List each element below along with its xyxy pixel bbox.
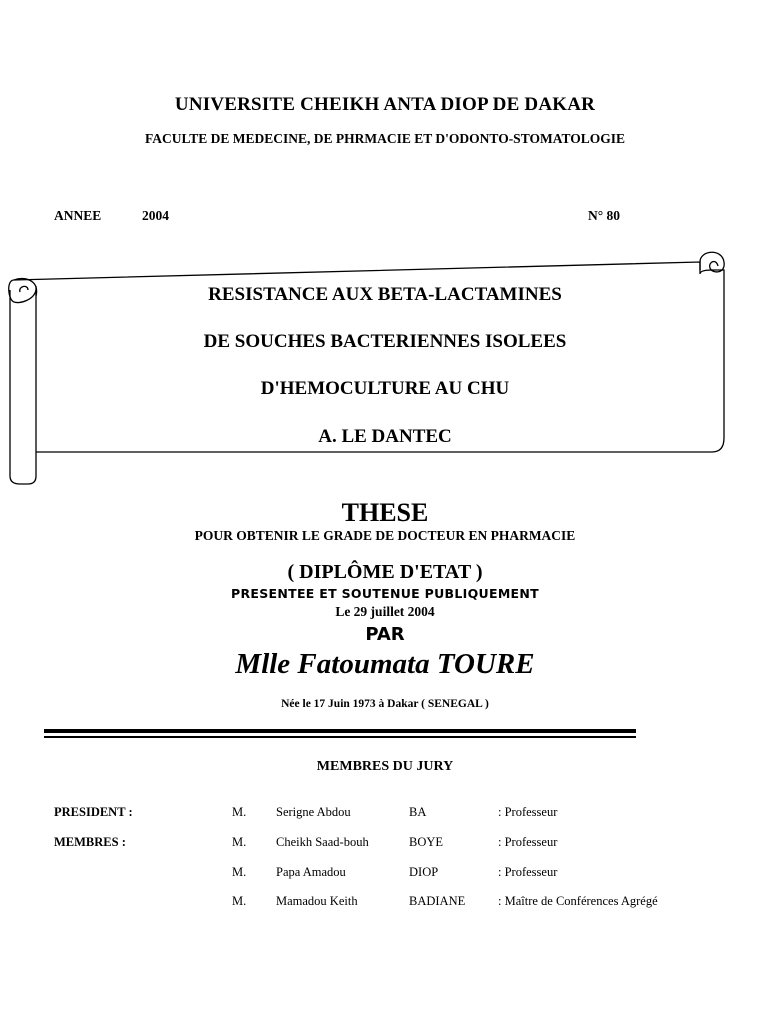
jury-rank: : Professeur bbox=[498, 835, 558, 849]
jury-role: MEMBRES : bbox=[54, 835, 126, 849]
annee-value: 2004 bbox=[142, 208, 169, 223]
jury-title-m: M. bbox=[232, 894, 247, 908]
jury-first-name: Cheikh Saad-bouh bbox=[276, 835, 369, 849]
divider-thin bbox=[44, 736, 636, 738]
diplome-label: ( DIPLÔME D'ETAT ) bbox=[287, 561, 483, 583]
jury-last-name: DIOP bbox=[409, 865, 439, 879]
university-name: UNIVERSITE CHEIKH ANTA DIOP DE DAKAR bbox=[174, 94, 596, 115]
jury-first-name: Serigne Abdou bbox=[276, 805, 351, 819]
author-name: Mlle Fatoumata TOURE bbox=[235, 648, 535, 680]
faculty-name: FACULTE DE MEDECINE, DE PHRMACIE ET D'ODONTO-STOMATOLOGIE bbox=[145, 131, 625, 146]
thesis-number: N° 80 bbox=[588, 208, 621, 223]
jury-title-m: M. bbox=[232, 805, 247, 819]
jury-first-name: Papa Amadou bbox=[276, 865, 346, 879]
title-scroll-banner bbox=[0, 240, 770, 490]
par-label: PAR bbox=[365, 624, 405, 645]
title-line-4: A. LE DANTEC bbox=[318, 426, 452, 447]
jury-role: PRESIDENT : bbox=[54, 805, 133, 819]
jury-last-name: BADIANE bbox=[409, 894, 466, 908]
presentation-label: PRESENTEE ET SOUTENUE PUBLIQUEMENT bbox=[231, 586, 539, 601]
jury-title-m: M. bbox=[232, 865, 247, 879]
author-birth: Née le 17 Juin 1973 à Dakar ( SENEGAL ) bbox=[281, 698, 489, 710]
defense-date: Le 29 juillet 2004 bbox=[335, 604, 435, 619]
jury-rank: : Maître de Conférences Agrégé bbox=[498, 894, 658, 908]
jury-title-m: M. bbox=[232, 835, 247, 849]
jury-rank: : Professeur bbox=[498, 805, 558, 819]
jury-first-name: Mamadou Keith bbox=[276, 894, 358, 908]
jury-last-name: BA bbox=[409, 805, 427, 819]
jury-rank: : Professeur bbox=[498, 865, 558, 879]
jury-title: MEMBRES DU JURY bbox=[316, 759, 454, 774]
title-line-3: D'HEMOCULTURE AU CHU bbox=[260, 378, 510, 399]
divider-thick bbox=[44, 729, 636, 733]
title-line-1: RESISTANCE AUX BETA-LACTAMINES bbox=[208, 284, 562, 305]
thesis-heading: THESE bbox=[341, 498, 429, 527]
title-line-2: DE SOUCHES BACTERIENNES ISOLEES bbox=[203, 331, 567, 352]
jury-last-name: BOYE bbox=[409, 835, 444, 849]
annee-label: ANNEE bbox=[54, 208, 102, 223]
thesis-grade: POUR OBTENIR LE GRADE DE DOCTEUR EN PHARMACIE bbox=[194, 528, 576, 543]
